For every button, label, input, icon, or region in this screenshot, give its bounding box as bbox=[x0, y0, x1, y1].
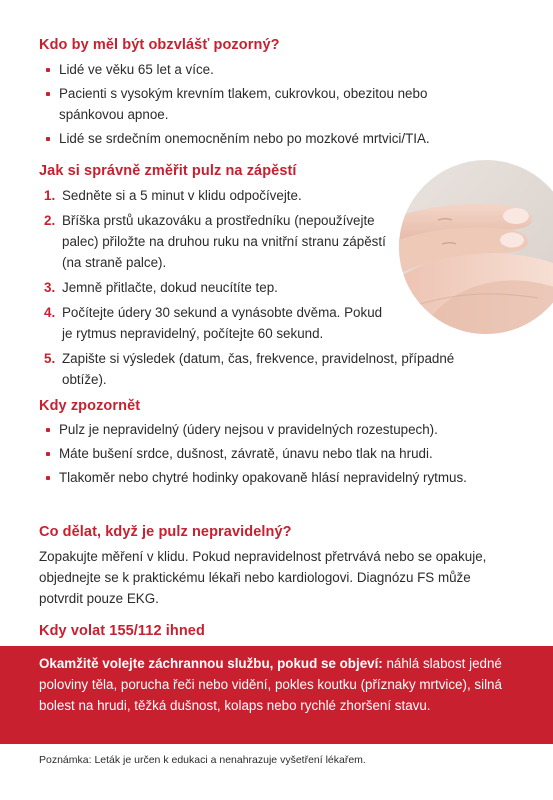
list-item: Pulz je nepravidelný (údery nejsou v pravidelných rozestupech). bbox=[39, 419, 509, 440]
step-text: Bříška prstů ukazováku a prostředníku (nepoužívejte palec) přiložte na druhou ruku na vnitřní stranu zápěstí (na straně palce). bbox=[62, 213, 386, 270]
section-heading-who: Kdo by měl být obzvlášť pozorný? bbox=[39, 37, 280, 53]
emergency-symptoms: náhlá slabost jedné poloviny těla, porucha řeči nebo vidění, pokles koutku (příznaky mrtvice), silná bolest na hrudi, těžká dušnost, kolaps nebo rychlé zhoršení stavu. bbox=[39, 656, 502, 713]
section-heading-how-to-measure: Jak si správně změřit pulz na zápěstí bbox=[39, 163, 297, 179]
step-text: Počítejte údery 30 sekund a vynásobte dvěma. Pokud je rytmus nepravidelný, počítejte 60 sekund. bbox=[62, 305, 383, 341]
section-heading-what-to-do: Co dělat, když je pulz nepravidelný? bbox=[39, 524, 292, 540]
wrist-pulse-photo bbox=[398, 158, 553, 336]
step-number: 1. bbox=[44, 188, 56, 203]
emergency-alert-text bbox=[39, 653, 519, 716]
list-item: Máte bušení srdce, dušnost, závratě, únavu nebo tlak na hrudi. bbox=[39, 443, 509, 464]
list-item: Pacienti s vysokým krevním tlakem, cukrovkou, obezitou nebo spánkovou apnoe. bbox=[39, 83, 489, 125]
step-text: Jemně přitlačte, dokud neucítíte tep. bbox=[62, 280, 278, 295]
section-heading-emergency: Kdy volat 155/112 ihned bbox=[39, 623, 205, 639]
step-number: 3. bbox=[44, 280, 56, 295]
what-to-do-text: Zopakujte měření v klidu. Pokud nepravidelnost přetrvává nebo se opakuje, objednejte se k praktickému lékaři nebo kardiologovi. Diagnózu FS může potvrdit pouze EKG. bbox=[39, 549, 487, 606]
risk-group-list bbox=[39, 59, 509, 152]
step-item bbox=[44, 348, 462, 390]
step-item bbox=[44, 302, 392, 344]
step-number: 2. bbox=[44, 213, 56, 228]
emergency-alert-lead: Okamžitě volejte záchrannou službu, pokud se objeví: bbox=[39, 656, 383, 671]
step-number: 5. bbox=[44, 351, 56, 366]
disclaimer-note: Poznámka: Leták je určen k edukaci a nenahrazuje vyšetření lékařem. bbox=[39, 754, 366, 766]
step-text: Sedněte si a 5 minut v klidu odpočívejte. bbox=[62, 188, 302, 203]
list-item: Lidé se srdečním onemocněním nebo po mozkové mrtvici/TIA. bbox=[39, 128, 509, 149]
step-item bbox=[44, 277, 392, 298]
step-item bbox=[44, 210, 392, 273]
measure-steps-list bbox=[44, 185, 455, 394]
step-item bbox=[44, 185, 392, 206]
emergency-alert-box bbox=[0, 646, 553, 744]
section-heading-when-to-notice: Kdy zpozornět bbox=[39, 398, 141, 414]
list-item: Tlakoměr nebo chytré hodinky opakovaně hlásí nepravidelný rytmus. bbox=[39, 467, 499, 488]
warning-signs-list bbox=[39, 419, 509, 491]
list-item: Lidé ve věku 65 let a více. bbox=[39, 59, 509, 80]
step-number: 4. bbox=[44, 305, 56, 320]
step-text: Zapište si výsledek (datum, čas, frekvence, pravidelnost, případné obtíže). bbox=[62, 351, 455, 387]
